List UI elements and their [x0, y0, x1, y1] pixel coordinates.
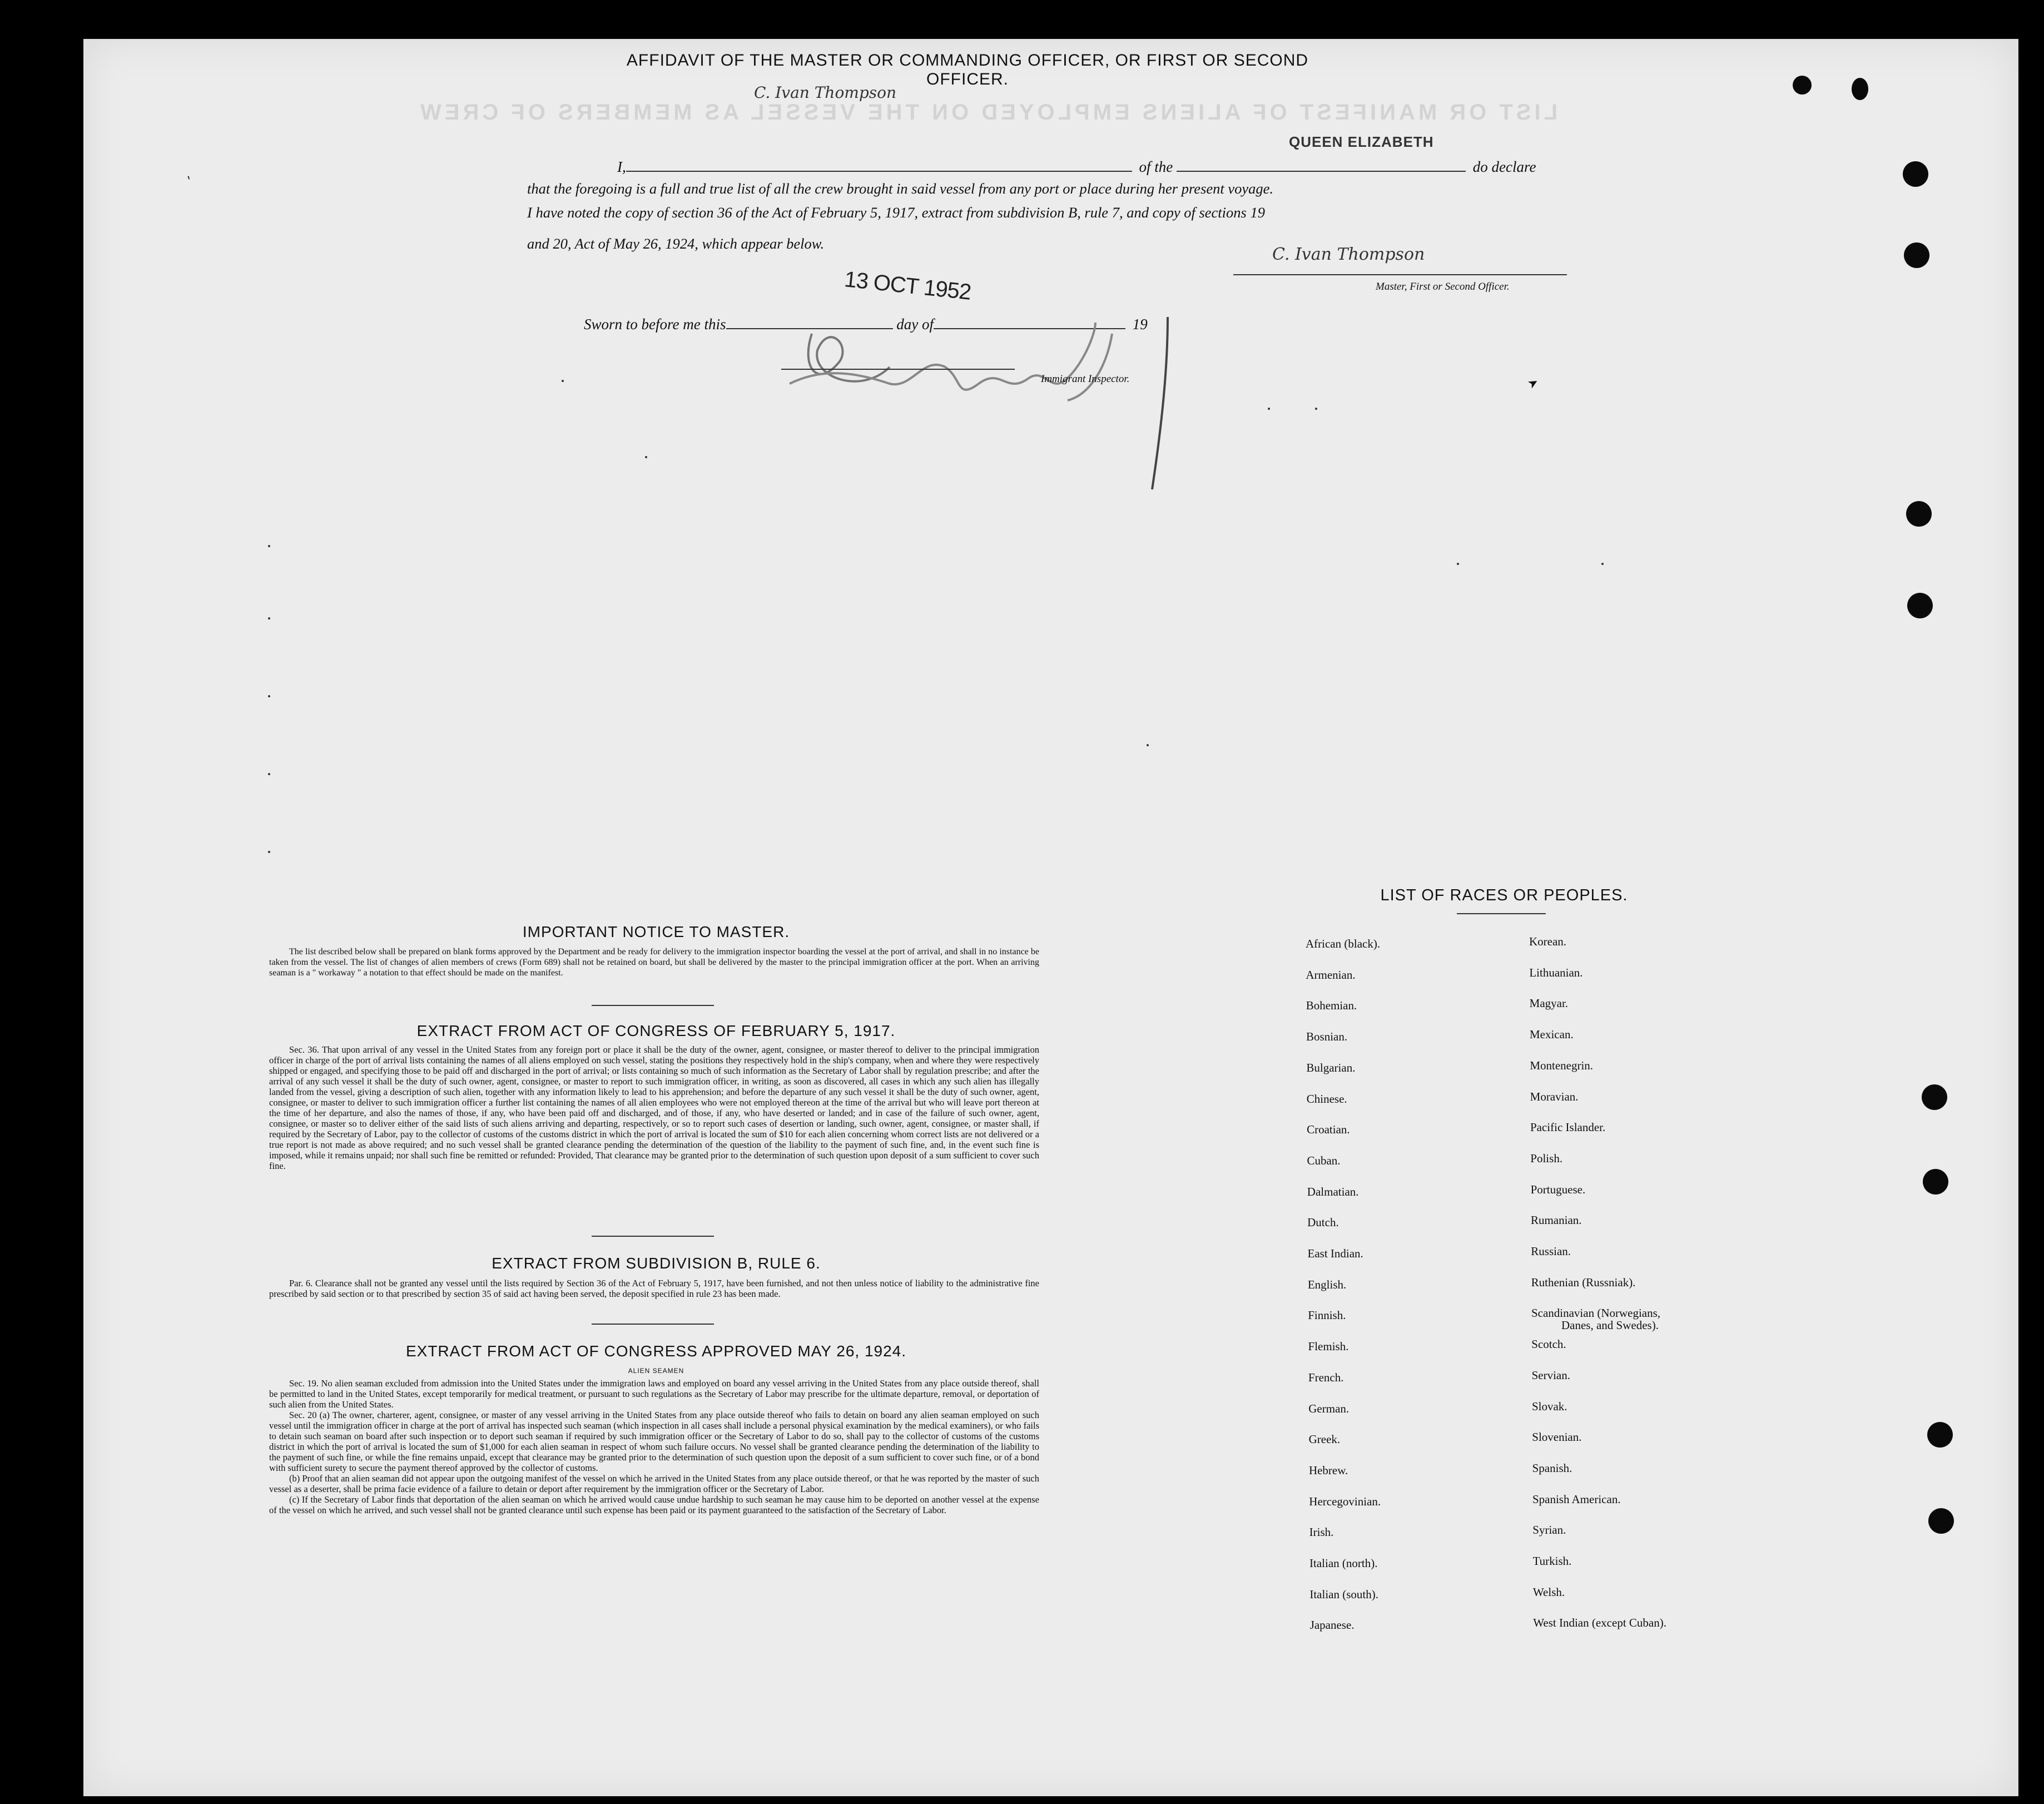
stray-mark [1601, 563, 1604, 565]
stray-mark: ′ [185, 172, 196, 189]
date-stamp: 13 OCT 1952 [843, 267, 973, 305]
notice-title: IMPORTANT NOTICE TO MASTER. [522, 923, 790, 940]
race-item: Bosnian. [1306, 1030, 1348, 1044]
extract-1924-paragraph: (b) Proof that an alien seaman did not appear upon the outgoing manifest of the vessel on which he arrived in the United States from any place outside thereof, or that he was reported by the master of such vessel as a deserter, shall be prima facie evidence of a failure to detain or deport after requirement by the immigration officer or the Secretary of Labor. [269, 1473, 1039, 1494]
race-item: Hercegovinian. [1309, 1494, 1381, 1508]
inspector-signature [778, 300, 1179, 500]
race-item: African (black). [1306, 937, 1381, 950]
extract-1924-body [269, 1378, 1039, 1515]
affidavit-line-3: I have noted the copy of section 36 of the Act of February 5, 1917, extract from subdivision B, rule 7, and copy of sections 19 [527, 204, 1265, 221]
race-item: Scandinavian (Norwegians, [1531, 1306, 1661, 1320]
officer-name-blank [626, 171, 1132, 172]
punch-hole [1906, 501, 1932, 527]
race-item: Hebrew. [1308, 1463, 1348, 1477]
punch-hole [1793, 76, 1812, 95]
race-item: Servian. [1531, 1368, 1571, 1382]
race-item: Italian (north). [1309, 1557, 1378, 1570]
section-divider [592, 1324, 714, 1325]
race-item: French. [1308, 1370, 1344, 1384]
race-item: Dalmatian. [1307, 1185, 1359, 1198]
stray-mark [1147, 744, 1149, 746]
race-item: Slovak. [1531, 1399, 1567, 1413]
extract-1917-paragraph: Sec. 36. That upon arrival of any vessel in the United States from any foreign port or place it shall be the duty of the owner, agent, consignee, or master thereof to deliver to the principal immigration officer in charge of the port of arrival lists containing the names of all aliens employed on such vessel, stating the positions they respectively hold in the ship's company, when and where they were respectively shipped or engaged, and specifying those to be paid off and discharged in the port of arrival; or lists containing so much of such information as the Secretary of Labor shall by regulation prescribe; and after the arrival of any such vessel it shall be the duty of such owner, agent, consignee, or master to report to such immigration officer, in writing, as soon as discovered, all cases in which any such alien has illegally landed from the vessel, giving a description of such alien, together with any information likely to lead to his apprehension; and before the departure of any such vessel it shall be the duty of such owner, agent, consignee, or master to deliver to such immigration officer a further list containing the names of all alien employees who were not employed thereon at the time of the arrival but who will leave port thereon at the time of her departure, and also the names of those, if any, who have been paid off and discharged, and of those, if any, who have deserted or landed; and in case of the failure of such owner, agent, consignee, or master so to deliver either of the said lists of such aliens arriving and departing, respectively, or so to report such cases of desertion or landing, such owner, agent, consignee, or master shall, if required by the Secretary of Labor, pay to the collector of customs of the customs district in which the port of arrival is located the sum of $10 for each alien concerning whom correct lists are not delivered or a true report is not made as above required; and no such vessel shall be granted clearance pending the determination of the question of the liability to the payment of such fine, and, in the event such fine is imposed, while it remains unpaid; nor shall such fine be remitted or refunded: Provided, That clearance may be granted prior to the determination of such question upon deposit of a sum sufficient to cover such fine. [269, 1044, 1039, 1171]
race-item: Armenian. [1306, 968, 1356, 982]
rule6-title: EXTRACT FROM SUBDIVISION B, RULE 6. [492, 1255, 821, 1272]
race-item: Croatian. [1307, 1123, 1350, 1137]
races-title-underline [1457, 913, 1546, 914]
signature-line [1233, 274, 1567, 275]
affidavit-title: AFFIDAVIT OF THE MASTER OR COMMANDING OFFICER, OR FIRST OR SECOND OFFICER. [626, 51, 1309, 88]
extract-1917-body [269, 1044, 1039, 1171]
sworn-mid: day of [896, 316, 934, 333]
section-divider [592, 1236, 714, 1237]
race-item: Flemish. [1308, 1340, 1349, 1354]
signature-caption: Master, First or Second Officer. [1376, 281, 1510, 293]
race-item: German. [1308, 1401, 1350, 1415]
extract-1924-paragraph: (c) If the Secretary of Labor finds that deportation of the alien seaman on which he arrived would cause undue hardship to such seaman he may cause him to be deported on another vessel at the expense of the vessel on which he arrived, and such vessel shall not be granted clearance until such expense has been paid or its payment guaranteed to the satisfaction of the Secretary of Labor. [269, 1494, 1039, 1515]
race-item: Japanese. [1309, 1618, 1355, 1632]
race-item: Montenegrin. [1530, 1058, 1594, 1072]
race-item: Irish. [1309, 1525, 1334, 1539]
affidavit-line-4: and 20, Act of May 26, 1924, which appear below. [527, 235, 825, 252]
inspector-signature-line [781, 369, 1015, 370]
punch-hole [1907, 593, 1933, 618]
race-item: Polish. [1530, 1151, 1563, 1165]
stray-mark [268, 617, 270, 619]
extract-1924-subtitle: ALIEN SEAMEN [628, 1367, 684, 1375]
affidavit-line-2: that the foregoing is a full and true list of all the crew brought in said vessel from any port or place during her present voyage. [527, 180, 1274, 197]
extract-1924-paragraph: Sec. 20 (a) The owner, charterer, agent, consignee, or master of any vessel arriving in the United States from any place outside thereof who fails to detain on board any alien seaman employed on such vessel until the immigration officer in charge at the port of arrival has inspected such seaman (which inspection in all cases shall include a personal physical examination by the medical examiners), or who fails to detain such seaman on board after such inspection or to deport such seaman if required by such immigration officer or the Secretary of Labor to do so, shall pay to the collector of customs of the customs district in which the port of arrival is located the sum of $1,000 for each alien seaman in respect of whom such failure occurs. No vessel shall be granted clearance pending the determination of the liability to the payment of such fine, or while the fine remains unpaid, except that clearance may be granted prior to the determination of such question upon the deposit of a sum sufficient to cover such fine, or of a bond with sufficient surety to secure the payment thereof approved by the collector of customs. [269, 1410, 1039, 1473]
race-item: Welsh. [1532, 1585, 1565, 1599]
race-item: Dutch. [1307, 1216, 1339, 1230]
inspector-caption: Immigrant Inspector. [1041, 373, 1130, 385]
race-item: Bulgarian. [1306, 1060, 1356, 1074]
race-item: Lithuanian. [1529, 965, 1583, 979]
section-divider [592, 1005, 714, 1006]
officer-name-handwritten: C. Ivan Thompson [754, 83, 897, 102]
stray-mark [1268, 408, 1270, 410]
race-item: Chinese. [1306, 1092, 1347, 1106]
stray-mark [1315, 408, 1317, 410]
race-item: Korean. [1529, 935, 1567, 948]
vessel-name-blank [1177, 171, 1466, 172]
race-item: Syrian. [1532, 1523, 1566, 1537]
punch-hole [1904, 242, 1929, 268]
affidavit-line1-start: I, [617, 158, 626, 175]
race-item: English. [1307, 1277, 1347, 1291]
punch-hole [1903, 161, 1928, 187]
race-item: Rumanian. [1530, 1213, 1582, 1227]
notice-body [269, 946, 1039, 978]
race-item: Ruthenian (Russniak). [1531, 1275, 1636, 1289]
race-item: Russian. [1531, 1245, 1571, 1258]
punch-hole [1922, 1084, 1947, 1110]
race-item-continuation: Danes, and Swedes). [1561, 1319, 1659, 1332]
stray-mark: ➤ [1525, 374, 1541, 392]
punch-hole [1852, 78, 1868, 100]
stray-mark [645, 456, 647, 458]
stray-mark [268, 545, 270, 547]
sworn-year: 19 [1132, 316, 1148, 333]
punch-hole [1927, 1422, 1953, 1448]
race-item: Spanish American. [1532, 1492, 1621, 1506]
stray-mark [562, 380, 564, 382]
rule6-paragraph: Par. 6. Clearance shall not be granted any vessel until the lists required by Section 36 of the Act of February 5, 1917, have been furnished, and not then unless notice of liability to the administrative fine prescribed by said section or to that prescribed by section 35 of said act having been served, the deposit specified in rule 23 has been made. [269, 1278, 1039, 1299]
affidavit-line-1 [617, 158, 1536, 176]
rule6-body [269, 1278, 1039, 1299]
race-item: Finnish. [1308, 1309, 1346, 1322]
extract-1917-title: EXTRACT FROM ACT OF CONGRESS OF FEBRUARY 5, 1917. [416, 1022, 896, 1039]
affidavit-line1-end: do declare [1472, 158, 1536, 175]
affidavit-line1-mid: of the [1139, 158, 1173, 175]
race-item: Italian (south). [1309, 1587, 1378, 1601]
sworn-start: Sworn to before me this [584, 316, 726, 333]
notice-paragraph: The list described below shall be prepared on blank forms approved by the Department and be ready for delivery to the immigration inspector boarding the vessel at the port of arrival, and shall in no instance be taken from the vessel. The list of changes of alien members of crews (Form 689) shall not be retained on board, but shall be delivered by the master to the principal immigration officer at the port. When an arriving seaman is a " workaway " a notation to that effect should be made on the manifest. [269, 947, 1039, 978]
race-item: Slovenian. [1532, 1430, 1582, 1444]
punch-hole [1928, 1508, 1954, 1534]
vessel-name-stamp: QUEEN ELIZABETH [1289, 133, 1434, 150]
race-item: East Indian. [1307, 1247, 1363, 1260]
officer-signature: C. Ivan Thompson [1272, 245, 1425, 264]
extract-1924-paragraph: Sec. 19. No alien seaman excluded from admission into the United States under the immigration laws and employed on board any vessel arriving in the United States from any place outside thereof, shall be permitted to land in the United States, except temporarily for medical treatment, or pursuant to such regulations as the Secretary of Labor may prescribe for the ultimate departure, removal, or deportation of such alien from the United States. [269, 1378, 1039, 1410]
race-item: West Indian (except Cuban). [1533, 1616, 1666, 1630]
race-item: Spanish. [1532, 1461, 1572, 1475]
race-item: Scotch. [1531, 1337, 1566, 1351]
race-item: Turkish. [1532, 1554, 1572, 1568]
stray-mark [268, 773, 270, 775]
race-item: Bohemian. [1306, 999, 1357, 1013]
race-item: Portuguese. [1530, 1182, 1586, 1196]
bleed-through-text: LIST OR MANIFEST OF ALIENS EMPLOYED ON THE VESSEL AS MEMBERS OF CREW [417, 100, 1558, 125]
race-item: Magyar. [1529, 997, 1569, 1010]
race-item: Cuban. [1307, 1153, 1341, 1167]
stray-mark [1457, 563, 1459, 565]
extract-1924-title: EXTRACT FROM ACT OF CONGRESS APPROVED MAY 26, 1924. [405, 1342, 907, 1360]
stray-mark [268, 695, 270, 697]
race-item: Moravian. [1530, 1089, 1579, 1103]
race-item: Mexican. [1529, 1028, 1574, 1042]
race-item: Pacific Islander. [1530, 1121, 1606, 1134]
races-title: LIST OF RACES OR PEOPLES. [1380, 886, 1628, 904]
race-item: Greek. [1308, 1433, 1341, 1446]
stray-mark [268, 851, 270, 853]
punch-hole [1923, 1169, 1948, 1195]
